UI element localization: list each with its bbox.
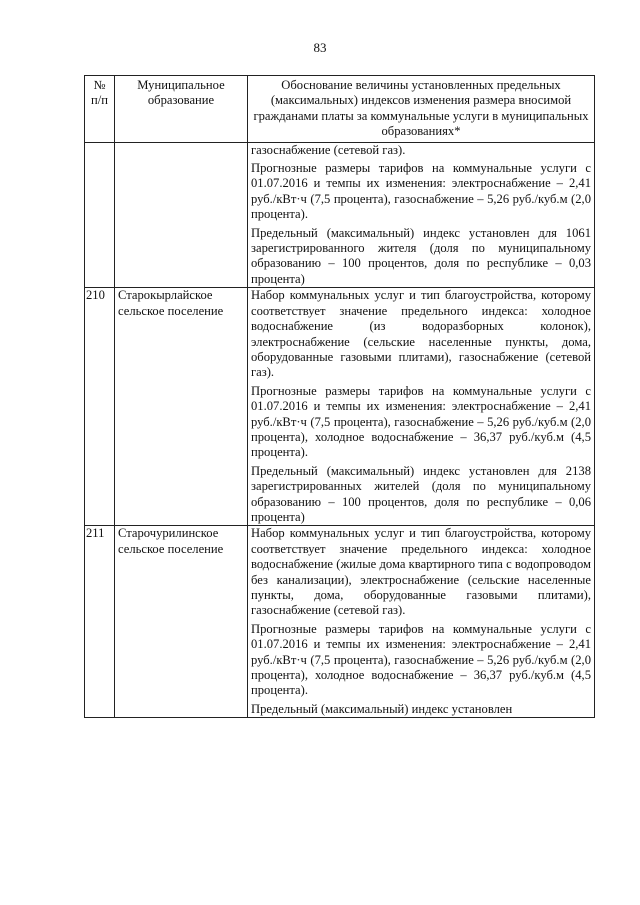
header-number: № п/п [85, 76, 115, 143]
justification-paragraph: Прогнозные размеры тарифов на коммунальные услуги с 01.07.2016 и темпы их изменения: электроснабжение – 2,41 руб./кВт·ч (7,5 процента), газоснабжение – 5,26 руб./куб.м (2,0 процента), холодное водоснабжение – 36,37 руб./куб.м (4,5 процента). [251, 621, 591, 698]
justification-paragraph: Набор коммунальных услуг и тип благоустройства, которому соответствует значение предельного индекса: холодное водоснабжение (жилые дома квартирного типа с водопроводом без канализации), электроснабжение (сельские населенные пункты, дома, оборудованные газовыми плитами), газоснабжение (сетевой газ). [251, 526, 591, 618]
justification-paragraph: Прогнозные размеры тарифов на коммунальные услуги с 01.07.2016 и темпы их изменения: электроснабжение – 2,41 руб./кВт·ч (7,5 процента), газоснабжение – 5,26 руб./куб.м (2,0 процента). [251, 161, 591, 222]
table-header-row [85, 76, 595, 143]
row-municipality: Старочурилинское сельское поселение [115, 526, 248, 718]
row-municipality [115, 142, 248, 288]
table-row [85, 526, 595, 718]
row-number: 210 [85, 288, 115, 526]
page-number: 83 [313, 40, 327, 55]
header-municipality: Муниципальное образование [115, 76, 248, 143]
justification-paragraph: Набор коммунальных услуг и тип благоустройства, которому соответствует значение предельного индекса: холодное водоснабжение (из водоразборных колонок), электроснабжение (сельские населенные пункты, дома, оборудованные газовыми плитами), газоснабжение (сетевой газ). [251, 288, 591, 380]
justification-paragraph: Предельный (максимальный) индекс установлен [251, 701, 513, 716]
tariff-index-table [84, 75, 595, 718]
row-justification [248, 526, 595, 718]
justification-paragraph: Прогнозные размеры тарифов на коммунальные услуги с 01.07.2016 и темпы их изменения: электроснабжение – 2,41 руб./кВт·ч (7,5 процента), газоснабжение – 5,26 руб./куб.м (2,0 процента), холодное водоснабжение – 36,37 руб./куб.м (4,5 процента). [251, 383, 591, 460]
table-row [85, 142, 595, 288]
table-row [85, 288, 595, 526]
row-justification [248, 142, 595, 288]
justification-paragraph: Предельный (максимальный) индекс установлен для 2138 зарегистрированных жителей (доля по муниципальному образованию – 100 процентов, доля по республике – 0,06 процента) [251, 463, 591, 524]
justification-paragraph: газоснабжение (сетевой газ). [251, 142, 406, 157]
row-number [85, 142, 115, 288]
justification-paragraph: Предельный (максимальный) индекс установлен для 1061 зарегистрированного жителя (доля по муниципальному образованию – 100 процентов, доля по республике – 0,03 процента) [251, 225, 591, 286]
header-justification: Обоснование величины установленных предельных (максимальных) индексов изменения размера вносимой гражданами платы за коммунальные услуги в муниципальных образованиях* [248, 76, 595, 143]
row-number: 211 [85, 526, 115, 718]
row-justification [248, 288, 595, 526]
row-municipality: Старокырлайское сельское поселение [115, 288, 248, 526]
